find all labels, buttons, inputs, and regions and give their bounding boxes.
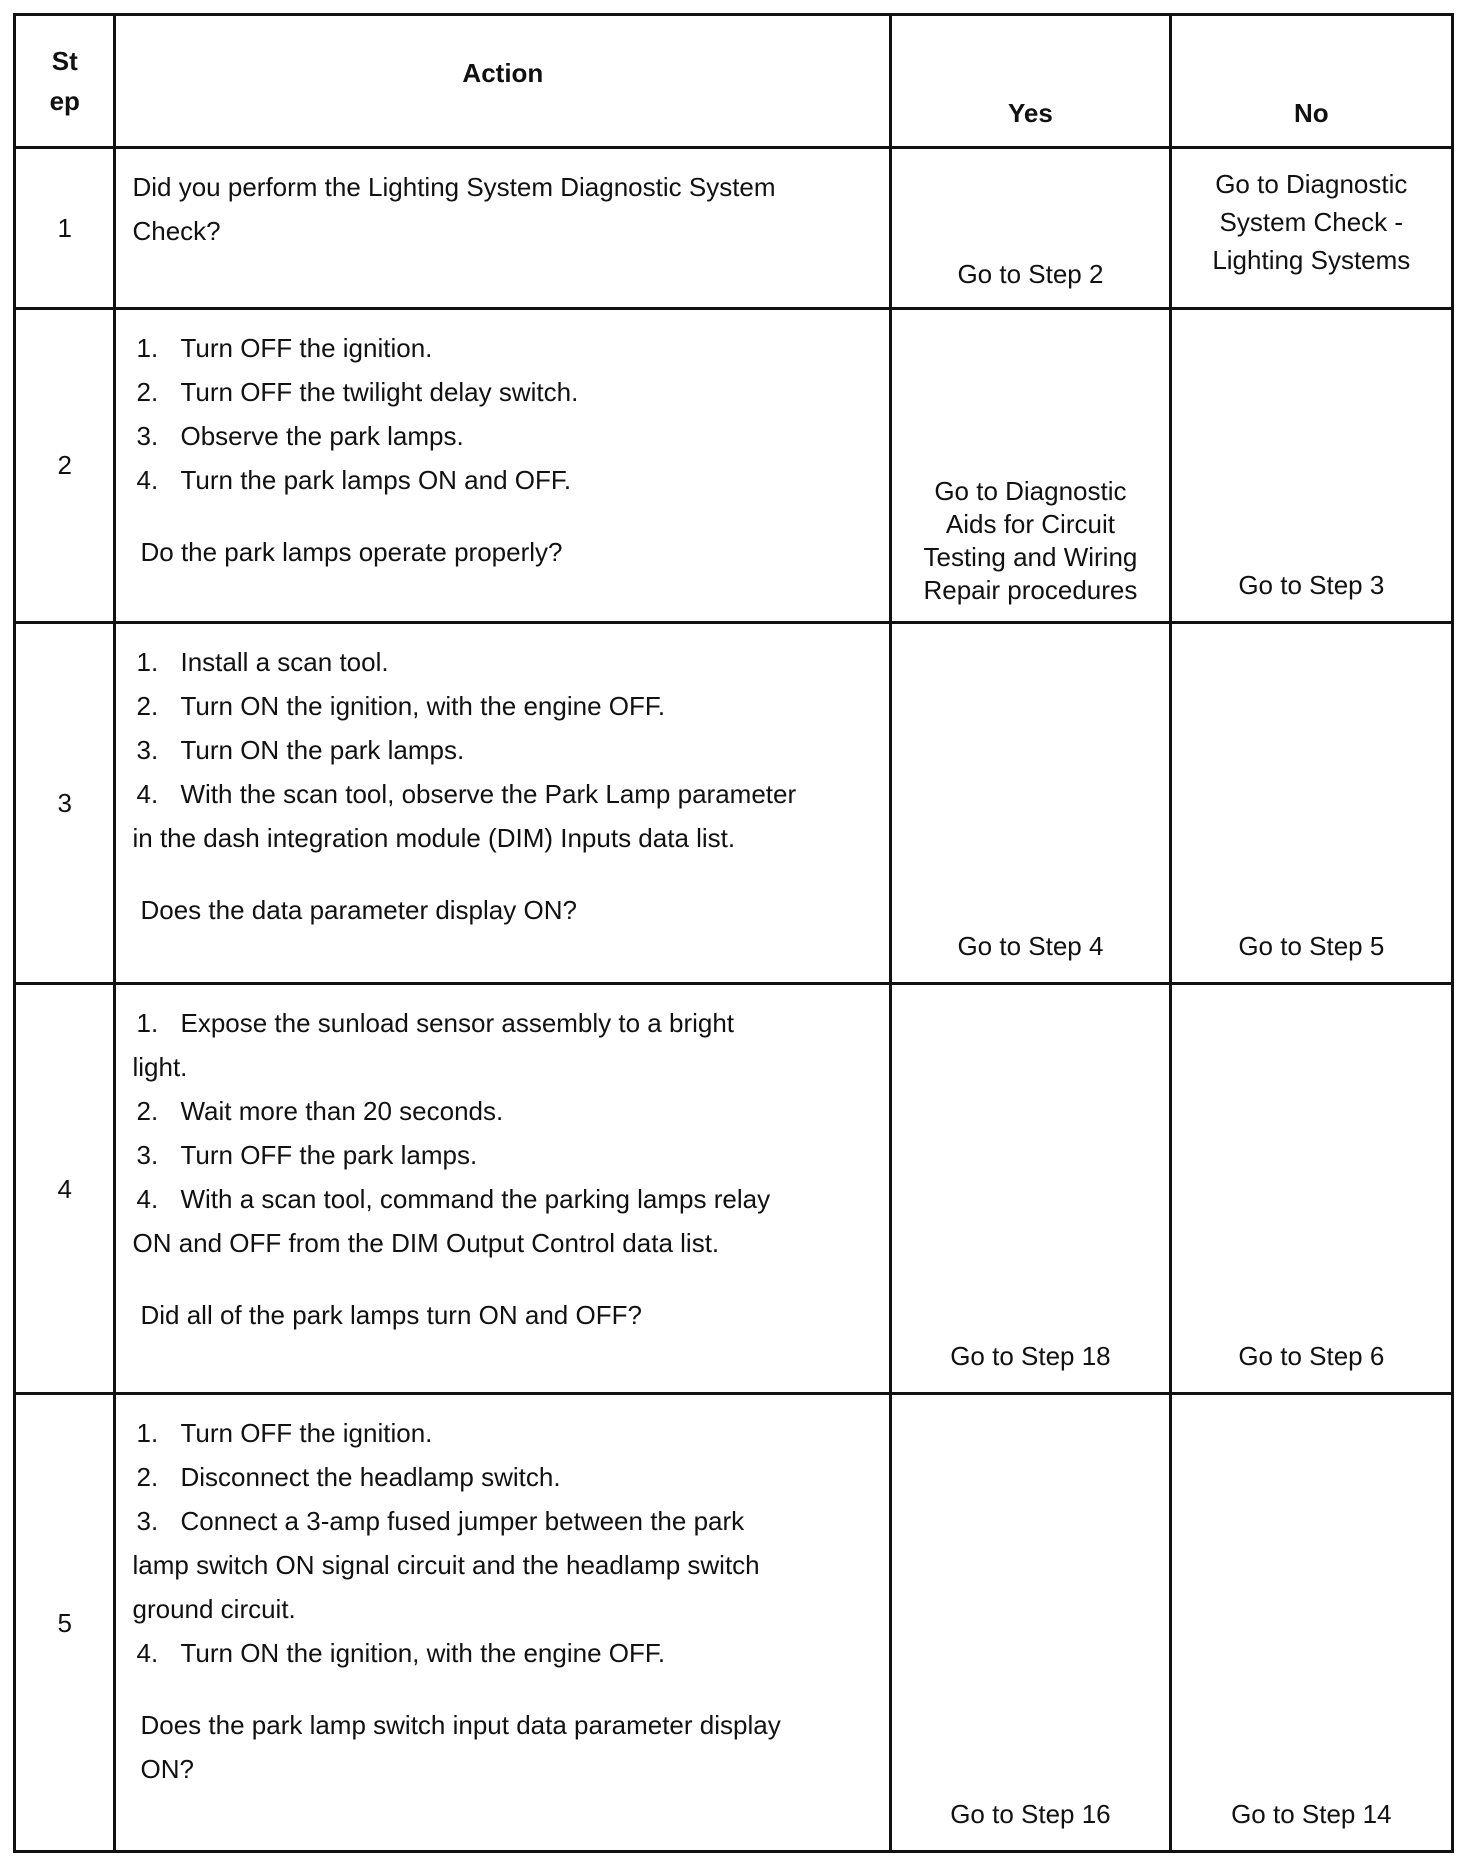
diagnostic-table xyxy=(13,13,1454,1853)
table-row xyxy=(15,1394,1453,1852)
step-index: 4. xyxy=(136,1184,159,1215)
action-cell xyxy=(115,148,891,309)
action-question: Does the park lamp switch input data parameter display ON? xyxy=(140,1710,781,1785)
step-text: Turn the park lamps ON and OFF. xyxy=(180,464,572,495)
step-index: 2. xyxy=(136,690,159,721)
step-number: 2 xyxy=(15,308,115,622)
action-steps xyxy=(132,326,877,502)
action-steps xyxy=(132,1411,877,1675)
step-index: 3. xyxy=(136,1506,159,1537)
action-step xyxy=(132,1455,877,1499)
action-step xyxy=(132,458,877,502)
step-text: Connect a 3-amp fused jumper between the park lamp switch ON signal circuit and the headlamp switch ground circuit. xyxy=(132,1506,760,1625)
action-question: Does the data parameter display ON? xyxy=(140,894,577,925)
step-index: 4. xyxy=(136,1638,159,1669)
step-index: 4. xyxy=(136,778,159,809)
step-text: Turn OFF the twilight delay switch. xyxy=(180,376,579,407)
action-step xyxy=(132,326,877,370)
action-step xyxy=(132,1133,877,1177)
header-action: Action xyxy=(115,15,891,148)
step-text: With the scan tool, observe the Park Lamp parameter in the dash integration module (DIM) Inputs data list. xyxy=(132,778,797,853)
header-step xyxy=(15,15,115,148)
step-text: Turn ON the park lamps. xyxy=(180,734,465,765)
action-question: Did all of the park lamps turn ON and OFF? xyxy=(140,1300,642,1331)
no-cell: Go to Step 5 xyxy=(1170,622,1452,984)
step-number: 5 xyxy=(15,1394,115,1852)
action-step xyxy=(132,1499,877,1631)
action-question: Did you perform the Lighting System Diagnostic System Check? xyxy=(132,172,776,247)
no-cell: Go to Step 14 xyxy=(1170,1394,1452,1852)
step-number: 4 xyxy=(15,984,115,1394)
step-index: 1. xyxy=(136,1418,159,1449)
step-number: 3 xyxy=(15,622,115,984)
step-text: Turn OFF the ignition. xyxy=(180,1418,433,1449)
action-step xyxy=(132,728,877,772)
step-text: Turn ON the ignition, with the engine OFF. xyxy=(180,690,666,721)
action-step xyxy=(132,1177,877,1265)
action-step xyxy=(132,1001,877,1089)
step-text: Wait more than 20 seconds. xyxy=(180,1096,504,1127)
step-text: Turn OFF the ignition. xyxy=(180,332,433,363)
step-text: Observe the park lamps. xyxy=(180,420,464,451)
table-row xyxy=(15,148,1453,309)
action-step xyxy=(132,684,877,728)
no-cell: Go to Step 6 xyxy=(1170,984,1452,1394)
header-step-line-1: St xyxy=(51,46,78,77)
no-cell: Go to Diagnostic System Check - Lighting Systems xyxy=(1170,148,1452,309)
action-step xyxy=(132,370,877,414)
table-row xyxy=(15,308,1453,622)
action-question: Do the park lamps operate properly? xyxy=(140,536,563,567)
step-text: Expose the sunload sensor assembly to a bright light. xyxy=(132,1008,735,1083)
action-step xyxy=(132,772,877,860)
step-index: 3. xyxy=(136,420,159,451)
step-number: 1 xyxy=(15,148,115,309)
step-index: 3. xyxy=(136,1140,159,1171)
action-step xyxy=(132,1089,877,1133)
action-cell xyxy=(115,1394,891,1852)
step-text: With a scan tool, command the parking lamps relay ON and OFF from the DIM Output Control data list. xyxy=(132,1184,771,1259)
no-cell: Go to Step 3 xyxy=(1170,308,1452,622)
yes-cell: Go to Step 16 xyxy=(891,1394,1170,1852)
step-index: 2. xyxy=(136,1096,159,1127)
header-yes: Yes xyxy=(891,15,1170,148)
action-steps xyxy=(132,1001,877,1265)
yes-cell: Go to Step 18 xyxy=(891,984,1170,1394)
step-text: Turn OFF the park lamps. xyxy=(180,1140,478,1171)
action-steps xyxy=(132,640,877,860)
step-text: Install a scan tool. xyxy=(180,646,389,677)
table-header-row xyxy=(15,15,1453,148)
action-cell xyxy=(115,984,891,1394)
step-index: 2. xyxy=(136,376,159,407)
yes-cell: Go to Diagnostic Aids for Circuit Testing and Wiring Repair procedures xyxy=(891,308,1170,622)
yes-cell: Go to Step 4 xyxy=(891,622,1170,984)
step-index: 3. xyxy=(136,734,159,765)
action-step xyxy=(132,414,877,458)
yes-cell: Go to Step 2 xyxy=(891,148,1170,309)
header-no: No xyxy=(1170,15,1452,148)
step-index: 1. xyxy=(136,332,159,363)
step-text: Turn ON the ignition, with the engine OFF. xyxy=(180,1638,666,1669)
action-step xyxy=(132,640,877,684)
header-step-line-2: ep xyxy=(49,86,80,117)
step-index: 1. xyxy=(136,1008,159,1039)
action-cell xyxy=(115,308,891,622)
table-row xyxy=(15,984,1453,1394)
step-index: 2. xyxy=(136,1462,159,1493)
action-step xyxy=(132,1631,877,1675)
table-row xyxy=(15,622,1453,984)
action-step xyxy=(132,1411,877,1455)
step-index: 1. xyxy=(136,646,159,677)
action-cell xyxy=(115,622,891,984)
step-index: 4. xyxy=(136,464,159,495)
step-text: Disconnect the headlamp switch. xyxy=(180,1462,561,1493)
